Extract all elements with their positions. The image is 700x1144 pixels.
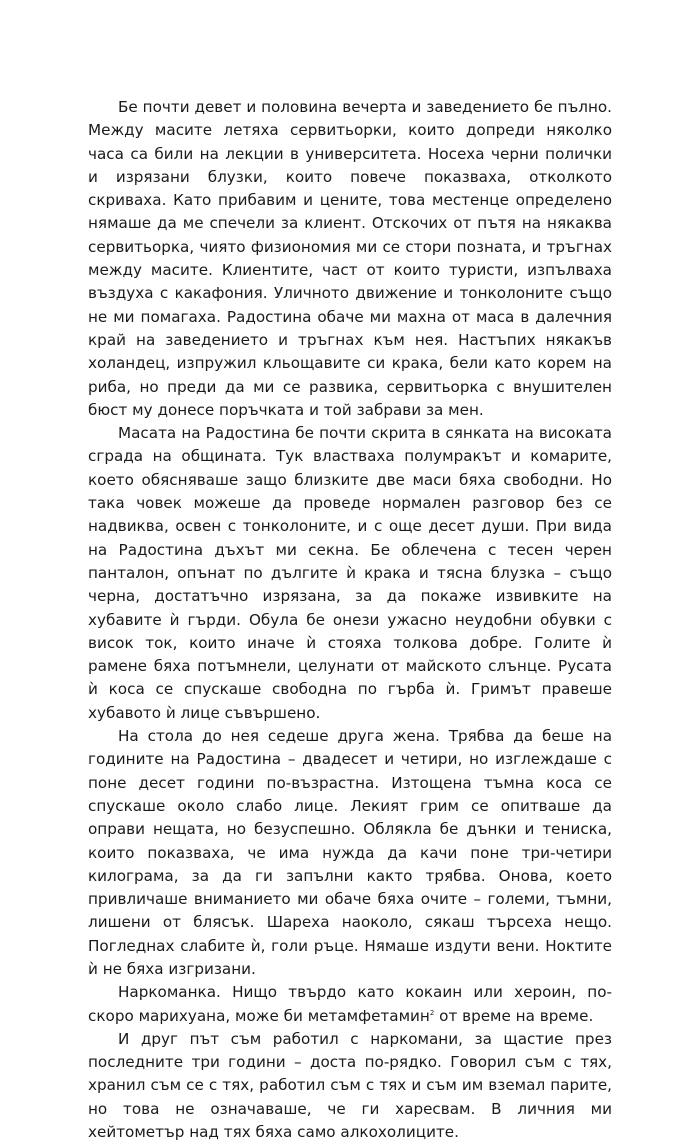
paragraph-5: И друг път съм работил с наркомани, за щастие през последните три години – доста по-рядко. Говорил съм с тях, хранил съм се с тях, работил съм с тях и съм им вземал парите, но това не означаваше, че ги харесвам. В личния ми хейтометър над тях бяха само алкохолиците. bbox=[88, 1029, 612, 1142]
paragraph-1: Бе почти девет и половина вечерта и заведението бе пълно. Между масите летяха сервитьорки, които допреди няколко часа са били на лекции в университета. Носеха черни полички и изрязани блузки, които повече показваха, отколкото скриваха. Като прибавим и цените, това местенце определено нямаше да ме спечели за клиент. Отскочих от пътя на някаква сервитьорка, чиято физиономия ми се стори позната, и тръгнах между масите. Клиентите, част от които туристи, изпълваха въздуха с какафония. Уличното движение и тонколоните също не ми помагаха. Радостина обаче ми махна от маса в далечния край на заведението и тръгнах към нея. Настъпих някакъв холандец, изпружил кльощавите си крака, бели като корем на риба, но преди да ми се развика, сервитьорка с внушителен бюст му донесе поръчката и той забрави за мен. bbox=[88, 98, 612, 419]
paragraph-4 bbox=[88, 981, 612, 1028]
paragraph-2: Масата на Радостина бе почти скрита в сянката на високата сграда на общината. Тук властваха полумракът и комарите, което обясняваше защо близките две маси бяха свободни. Но така човек можеше да проведе нормален разговор без се надвиква, освен с тонколоните, и с още десет души. При вида на Радостина дъхът ми секна. Бе облечена с тесен черен панталон, опънат по дългите ѝ крака и тясна блузка – също черна, достатъчно изрязана, за да покаже извивките на хубавите ѝ гърди. Обула бе онези ужасно неудобни обувки с висок ток, които иначе ѝ стояха толкова добре. Голите ѝ рамене бяха потъмнели, целунати от майското слънце. Русата ѝ коса се спускаше свободна по гърба ѝ. Гримът правеше хубавото ѝ лице съвършено. bbox=[88, 424, 612, 722]
paragraph-4-text-end: от време на време. bbox=[434, 1006, 594, 1025]
page-body-text bbox=[88, 96, 612, 1144]
paragraph-3: На стола до нея седеше друга жена. Трябва да беше на годините на Радостина – двадесет и четири, но изглеждаше с поне десет години по-възрастна. Изтощена тъмна коса се спускаше около слабо лице. Лекият грим се опитваше да оправи нещата, но безуспешно. Облякла бе дънки и тениска, които показваха, че има нужда да качи поне три-четири килограма, за да ги запълни както трябва. Онова, което привличаше вниманието ми обаче бяха очите – големи, тъмни, лишени от блясък. Шареха наоколо, сякаш търсеха нещо. Погледнах слабите ѝ, голи ръце. Нямаше издути вени. Ноктите ѝ не бяха изгризани. bbox=[88, 727, 612, 978]
paragraph-4-text: Наркоманка. Нищо твърдо като кокаин или хероин, по-скоро марихуана, може би метамфетамин bbox=[88, 983, 612, 1025]
footnote-reference[interactable]: 2 bbox=[429, 1008, 435, 1017]
